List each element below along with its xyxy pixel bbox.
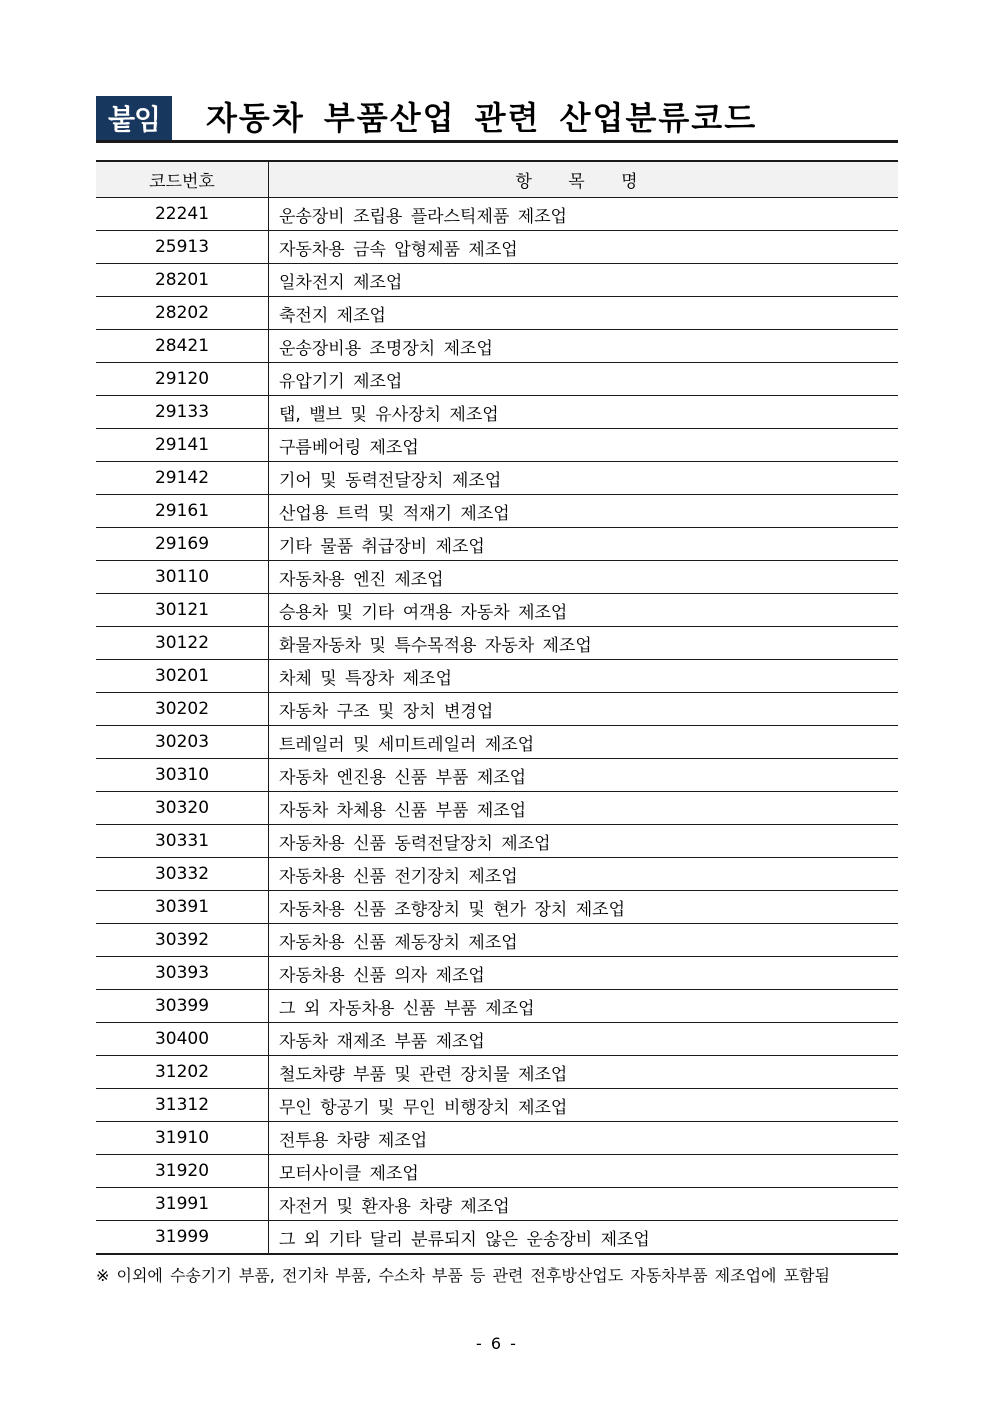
table-row [96, 363, 898, 396]
table-row [96, 693, 898, 726]
page-number: - 6 - [476, 1334, 516, 1353]
industry-code-cell: 30331 [96, 825, 269, 858]
industry-code-cell: 29141 [96, 429, 269, 462]
industry-name-cell: 모터사이클 제조업 [269, 1155, 899, 1188]
industry-code-cell: 30310 [96, 759, 269, 792]
column-header-name: 항 목 명 [269, 161, 899, 198]
table-row [96, 1155, 898, 1188]
table-row [96, 627, 898, 660]
table-row [96, 957, 898, 990]
table-row [96, 1221, 898, 1255]
industry-name-cell: 자동차용 신품 동력전달장치 제조업 [269, 825, 899, 858]
table-row [96, 924, 898, 957]
industry-code-cell: 22241 [96, 198, 269, 231]
table-row [96, 198, 898, 231]
industry-code-cell: 30392 [96, 924, 269, 957]
document-title-bar [96, 96, 898, 143]
industry-code-cell: 30202 [96, 693, 269, 726]
industry-code-cell: 31910 [96, 1122, 269, 1155]
industry-code-cell: 30110 [96, 561, 269, 594]
table-row [96, 1023, 898, 1056]
attachment-badge: 붙임 [96, 96, 172, 140]
industry-name-cell: 트레일러 및 세미트레일러 제조업 [269, 726, 899, 759]
industry-name-cell: 차체 및 특장차 제조업 [269, 660, 899, 693]
industry-name-cell: 승용차 및 기타 여객용 자동차 제조업 [269, 594, 899, 627]
industry-name-cell: 그 외 기타 달리 분류되지 않은 운송장비 제조업 [269, 1221, 899, 1255]
industry-code-cell: 29120 [96, 363, 269, 396]
table-body [96, 198, 898, 1255]
industry-name-cell: 자동차 차체용 신품 부품 제조업 [269, 792, 899, 825]
industry-code-cell: 28202 [96, 297, 269, 330]
industry-name-cell: 자동차용 신품 조향장치 및 현가 장치 제조업 [269, 891, 899, 924]
industry-name-cell: 자동차 재제조 부품 제조업 [269, 1023, 899, 1056]
industry-code-cell: 29161 [96, 495, 269, 528]
industry-code-cell: 30203 [96, 726, 269, 759]
document-title: 자동차 부품산업 관련 산업분류코드 [206, 99, 758, 137]
industry-name-cell: 기타 물품 취급장비 제조업 [269, 528, 899, 561]
column-header-code: 코드번호 [96, 161, 269, 198]
industry-name-cell: 자동차용 금속 압형제품 제조업 [269, 231, 899, 264]
table-row [96, 264, 898, 297]
table-row [96, 429, 898, 462]
industry-name-cell: 그 외 자동차용 신품 부품 제조업 [269, 990, 899, 1023]
industry-name-cell: 산업용 트럭 및 적재기 제조업 [269, 495, 899, 528]
table-row [96, 990, 898, 1023]
table-row [96, 660, 898, 693]
industry-name-cell: 철도차량 부품 및 관련 장치물 제조업 [269, 1056, 899, 1089]
industry-name-cell: 자동차용 신품 제동장치 제조업 [269, 924, 899, 957]
industry-name-cell: 기어 및 동력전달장치 제조업 [269, 462, 899, 495]
table-row [96, 891, 898, 924]
industry-name-cell: 자전거 및 환자용 차량 제조업 [269, 1188, 899, 1221]
industry-code-cell: 31202 [96, 1056, 269, 1089]
table-row [96, 396, 898, 429]
industry-code-cell: 25913 [96, 231, 269, 264]
table-row [96, 594, 898, 627]
industry-name-cell: 자동차용 신품 전기장치 제조업 [269, 858, 899, 891]
table-row [96, 1188, 898, 1221]
table-row [96, 1056, 898, 1089]
industry-name-cell: 구름베어링 제조업 [269, 429, 899, 462]
industry-name-cell: 자동차 구조 및 장치 변경업 [269, 693, 899, 726]
industry-name-cell: 화물자동차 및 특수목적용 자동차 제조업 [269, 627, 899, 660]
industry-code-cell: 28421 [96, 330, 269, 363]
industry-name-cell: 일차전지 제조업 [269, 264, 899, 297]
industry-code-cell: 29142 [96, 462, 269, 495]
industry-name-cell: 축전지 제조업 [269, 297, 899, 330]
table-row [96, 759, 898, 792]
industry-code-cell: 31991 [96, 1188, 269, 1221]
industry-code-cell: 28201 [96, 264, 269, 297]
table-row [96, 231, 898, 264]
table-row [96, 825, 898, 858]
table-row [96, 1089, 898, 1122]
industry-code-cell: 30399 [96, 990, 269, 1023]
industry-name-cell: 자동차용 신품 의자 제조업 [269, 957, 899, 990]
industry-name-cell: 무인 항공기 및 무인 비행장치 제조업 [269, 1089, 899, 1122]
industry-name-cell: 운송장비 조립용 플라스틱제품 제조업 [269, 198, 899, 231]
industry-code-cell: 30201 [96, 660, 269, 693]
table-row [96, 462, 898, 495]
table-row [96, 495, 898, 528]
table-row [96, 792, 898, 825]
table-row [96, 330, 898, 363]
industry-code-cell: 31920 [96, 1155, 269, 1188]
industry-code-cell: 29133 [96, 396, 269, 429]
industry-code-cell: 30121 [96, 594, 269, 627]
table-header-row [96, 161, 898, 198]
industry-code-cell: 31312 [96, 1089, 269, 1122]
table-row [96, 297, 898, 330]
table-row [96, 858, 898, 891]
industry-code-cell: 30332 [96, 858, 269, 891]
industry-name-cell: 전투용 차량 제조업 [269, 1122, 899, 1155]
footnote: ※ 이외에 수송기기 부품, 전기차 부품, 수소차 부품 등 관련 전후방산업도 자동차부품 제조업에 포함됨 [96, 1266, 830, 1285]
industry-code-cell: 31999 [96, 1221, 269, 1255]
industry-code-table [96, 160, 898, 1255]
industry-code-cell: 30400 [96, 1023, 269, 1056]
industry-code-cell: 29169 [96, 528, 269, 561]
industry-code-cell: 30391 [96, 891, 269, 924]
table-row [96, 528, 898, 561]
industry-name-cell: 탭, 밸브 및 유사장치 제조업 [269, 396, 899, 429]
industry-name-cell: 자동차 엔진용 신품 부품 제조업 [269, 759, 899, 792]
industry-code-cell: 30320 [96, 792, 269, 825]
industry-name-cell: 유압기기 제조업 [269, 363, 899, 396]
industry-code-cell: 30122 [96, 627, 269, 660]
industry-name-cell: 자동차용 엔진 제조업 [269, 561, 899, 594]
table-row [96, 561, 898, 594]
table-row [96, 1122, 898, 1155]
table-row [96, 726, 898, 759]
industry-name-cell: 운송장비용 조명장치 제조업 [269, 330, 899, 363]
industry-code-cell: 30393 [96, 957, 269, 990]
